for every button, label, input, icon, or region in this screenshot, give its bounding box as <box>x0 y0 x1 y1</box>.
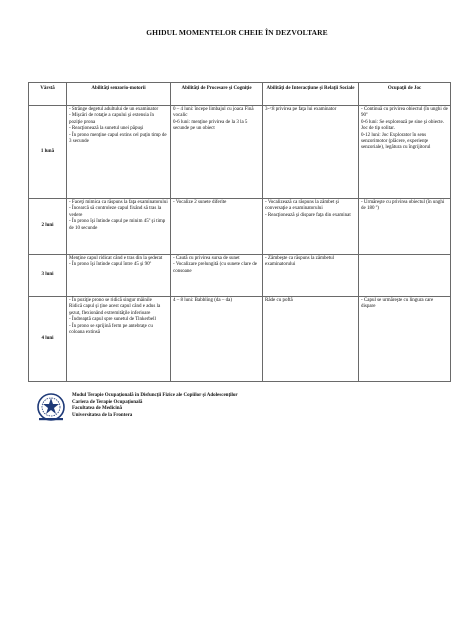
table-header-row <box>29 83 451 106</box>
cognition-cell <box>171 255 263 297</box>
cell-line: - Încearcă să controleze capul fixând să tras la vedere <box>69 206 162 218</box>
motor-cell <box>67 297 171 382</box>
footer-line: Modul Terapie Ocupaţională în Disfuncţii Fizice ale Copiilor şi Adolescenţilor <box>72 393 238 398</box>
cell-line: 4 – 8 luni: Babbling (da – da) <box>173 298 233 303</box>
column-header-motor: Abilităţi senzorio-motorii <box>67 83 171 106</box>
cell-line: 0-6 luni: menţine privirea de la 3 la 5 secunde pe un obiect <box>173 119 248 132</box>
document-title: GHIDUL MOMENTELOR CHEIE ÎN DEZVOLTARE <box>146 28 328 37</box>
play-cell <box>359 255 451 297</box>
social-cell <box>263 106 359 199</box>
column-header-cognition: Abilităţi de Procesare şi Cogniţie <box>171 83 263 106</box>
column-header-social: Abilităţi de Interacţiune şi Relaţii Sociale <box>263 83 359 106</box>
social-cell <box>263 199 359 255</box>
footer-line: Universitatea de la Frontera <box>72 412 133 418</box>
cell-line: Râde cu poftă <box>265 298 293 303</box>
footer-line: Cariera de Terapie Ocupaţională <box>72 399 143 405</box>
social-cell <box>263 297 359 382</box>
cognition-cell <box>171 297 263 382</box>
cell-line: - Îndreaptă capul spre sunetul de Tinkerbell <box>69 317 156 323</box>
cell-line: - Vocalize 2 sunete diferite <box>173 200 227 205</box>
age-cell: 2 luni <box>29 199 67 255</box>
cell-line: - Continuă cu privirea obiectul (în unghi de 90º <box>361 107 448 119</box>
cell-line: - Vocalizează ca răspuns la zâmbet şi conversaţie a examinatorului <box>265 200 339 212</box>
cell-line: 0-6 luni: Se explorează pe sine şi obiecte. Joc de tip solitar. <box>361 119 445 132</box>
table-row <box>29 106 451 199</box>
age-cell: 1 lună <box>29 106 67 199</box>
cell-line: 3-<8 privirea pe faţa lui examinator <box>265 107 337 112</box>
motor-cell <box>67 199 171 255</box>
cell-line: - În poziţie prono se ridică singur mâinile <box>69 298 152 303</box>
column-header-age: Vârstă <box>29 83 67 106</box>
cell-line: - Faceţi mimica ca răspuns la faţa examinatorului <box>69 200 168 205</box>
cognition-cell <box>171 106 263 199</box>
cognition-cell <box>171 199 263 255</box>
cell-line: - Strânge degetul adultului de un examinator <box>69 107 159 112</box>
cell-line: 0-12 luni: Joc Explorator în sens senzorimotor (plăcere, experienţe senzoriale), legătura cu îngrijitorul <box>361 132 431 151</box>
cell-line: - Capul se urmăreşte cu lingura care dispare <box>361 298 434 310</box>
age-cell: 3 luni <box>29 255 67 297</box>
table-row <box>29 297 451 382</box>
document-footer <box>36 392 456 432</box>
cell-line: - În prono îşi întinde capul între 45 şi 90º <box>69 262 152 268</box>
play-cell <box>359 199 451 255</box>
cell-line: - Mişcări de rotaţie a capului şi extensia în poziţie prona <box>69 113 154 125</box>
university-crest-icon <box>36 392 66 422</box>
age-cell: 4 luni <box>29 297 67 382</box>
cell-line: Menţine capul ridicat când e tras din la şederat <box>69 256 163 261</box>
footer-line: Facultatea de Medicină <box>72 406 122 411</box>
social-cell <box>263 255 359 297</box>
cell-line: - Caută cu privirea sursa de sunet <box>173 256 240 261</box>
cell-line: 0 – 4 luni: începe limbajul cu joaca Fină vocalic <box>173 107 254 119</box>
cell-line: - În prono îşi întinde capul pe minim 45º şi timp de 10 secunde <box>69 219 166 231</box>
column-header-play: Ocupaţii de Joc <box>359 83 451 106</box>
cell-line: - Vocalizare prelungită (cu sunete clare de consoane <box>173 262 257 274</box>
table-row <box>29 255 451 297</box>
table-row <box>29 199 451 255</box>
motor-cell <box>67 106 171 199</box>
milestones-table <box>28 82 451 382</box>
cell-line: - Reacţionează la sunetul unei păpuşi <box>69 126 144 132</box>
cell-line: - Zâmbeşte ca răspuns la zâmbetul examinatorului <box>265 256 334 268</box>
cell-line: - În prono se sprijină ferm pe antebraţe cu coloana extinsă <box>69 323 153 336</box>
cell-line: - Urmăreşte cu privirea obiectul (în unghi de 180 º) <box>361 200 445 212</box>
cell-line: - Reacţionează şi dispare faţa din examinat <box>265 212 351 218</box>
cell-line: - În prono menţine capul extins cel puţin timp de 3 secunde <box>69 132 167 145</box>
motor-cell <box>67 255 171 297</box>
play-cell <box>359 106 451 199</box>
play-cell <box>359 297 451 382</box>
footer-text <box>72 393 238 419</box>
cell-line: Ridică capul şi ţine acest capul când e adus la şezut, flexionând extremităţile inferioare <box>69 304 161 316</box>
